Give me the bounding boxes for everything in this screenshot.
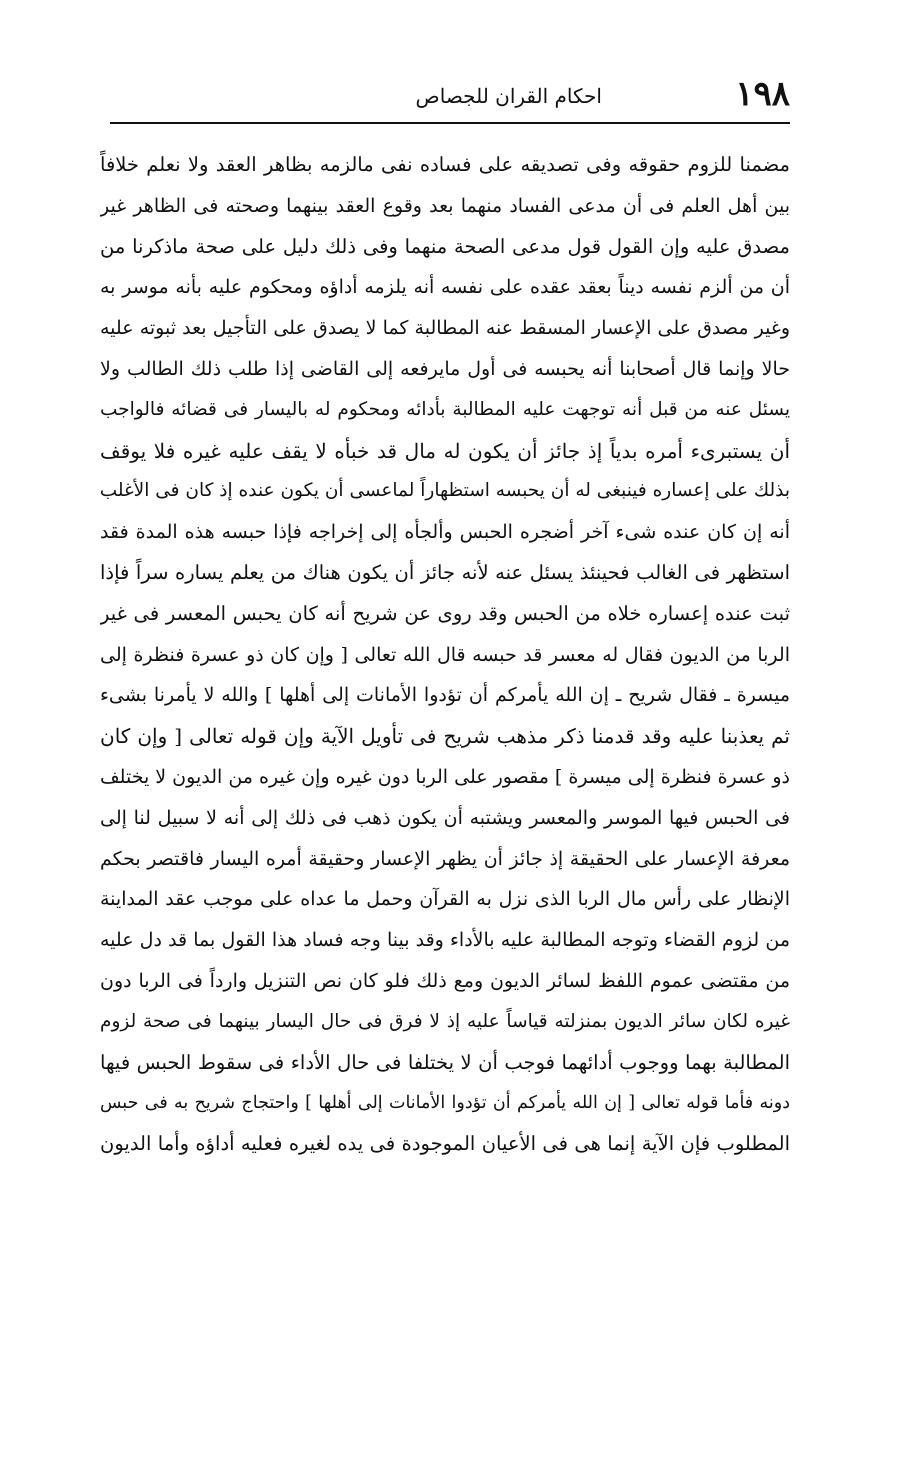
page-header	[110, 72, 790, 120]
text-line: أن من ألزم نفسه ديناً بعقد عقده على نفسه أنه يلزمه أداؤه ومحكوم عليه بأنه موسر به	[100, 276, 790, 299]
text-line: الإنظار على رأس مال الربا الذى نزل به القرآن وحمل ما عداه على موجب عقد المداينة	[100, 888, 790, 911]
text-line: معرفة الإعسار على الحقيقة إذ جائز أن يظهر الإعسار وحقيقة أمره اليسار فاقتصر بحكم	[100, 847, 790, 870]
text-line: ذو عسرة فنظرة إلى ميسرة ] مقصور على الربا دون غيره وإن غيره من الديون لا يختلف	[100, 765, 790, 788]
text-line: المطالبة بهما ووجوب أدائهما فوجب أن لا يختلفا فى حال الأداء فى سقوط الحبس فيها	[100, 1050, 790, 1074]
text-line: غيره لكان سائر الديون بمنزلته قياساً عليه إذ لا فرق فى حال اليسار بينهما فى صحة لزوم	[100, 1010, 790, 1032]
header-rule	[110, 122, 790, 124]
text-line: وغير مصدق على الإعسار المسقط عنه المطالبة كما لا يصدق على التأجيل بعد ثبوته عليه	[100, 317, 790, 340]
text-line: ميسرة ـ فقال شريح ـ إن الله يأمركم أن تؤدوا الأمانات إلى أهلها ] والله لا يأمرنا بشىء	[100, 684, 790, 707]
text-line: يسئل عنه من قبل أنه توجهت عليه المطالبة بأدائه ومحكوم له باليسار فى قضائه فالواجب	[100, 398, 790, 420]
text-line: بذلك على إعساره فينبغى له أن يحبسه استظهاراً لماعسى أن يكون عنده إذ كان فى الأغلب	[100, 480, 790, 502]
text-line: أن يستبرىء أمره بدياً إذ جائز أن يكون له مال قد خبأه لا يقف عليه غيره فلا يوقف	[100, 438, 790, 463]
text-line: حالا وإنما قال أصحابنا أنه يحبسه فى أول مايرفعه إلى القاضى إذا طلب ذلك الطالب ولا	[100, 357, 790, 380]
running-title: احكام القران للجصاص	[415, 84, 602, 108]
text-line: بين أهل العلم فى أن مدعى الفساد منهما بعد وقوع العقد بينهما وصحته فى الظاهر غير	[100, 194, 790, 217]
text-line: المطلوب فإن الآية إنما هى فى الأعيان الموجودة فى يده لغيره فعليه أداؤه وأما الديون	[100, 1132, 790, 1156]
text-line: من لزوم القضاء وتوجه المطالبة عليه بالأداء وقد بينا وجه فساد هذا القول بما قد دل عليه	[100, 929, 790, 952]
text-line: مضمنا للزوم حقوقه وفى تصديقه على فساده نفى مالزمه بظاهر العقد ولا نعلم خلافاً	[100, 153, 790, 176]
text-line: من مقتضى عموم اللفظ لسائر الديون ومع ذلك فلو كان نص التنزيل وارداً فى الربا دون	[100, 969, 790, 992]
text-line: مصدق عليه وإن القول قول مدعى الصحة منهما وفى ذلك دليل على صحة ماذكرنا من	[100, 234, 790, 258]
text-line: أنه إن كان عنده شىء آخر أضجره الحبس وألجأه إلى إخراجه فإذا حبسه هذه المدة فقد	[100, 521, 790, 544]
text-line: فى الحبس فيها الموسر والمعسر ويشتبه أن يكون ذهب فى ذلك إلى أنه لا سبيل لنا إلى	[100, 806, 790, 829]
text-line: دونه فأما قوله تعالى [ إن الله يأمركم أن تؤدوا الأمانات إلى أهلها ] واحتجاج شريح به فى حبس	[100, 1093, 790, 1114]
body-text	[100, 145, 790, 1165]
text-line: ثم يعذبنا عليه وقد قدمنا ذكر مذهب شريح فى تأويل الآية وإن قوله تعالى [ وإن كان	[100, 724, 790, 749]
text-line: الربا من الديون فقال له معسر قد حبسه قال الله تعالى [ وإن كان ذو عسرة فنظرة إلى	[100, 643, 790, 666]
text-line: استظهر فى الغالب فحينئذ يسئل عنه لأنه جائز أن يكون هناك من يعلم يساره سراً فإذا	[100, 560, 790, 584]
page-number: ١٩٨	[735, 74, 790, 114]
text-line: ثبت عنده إعساره خلاه من الحبس وقد روى عن شريح أنه كان يحبس المعسر فى غير	[100, 601, 790, 625]
